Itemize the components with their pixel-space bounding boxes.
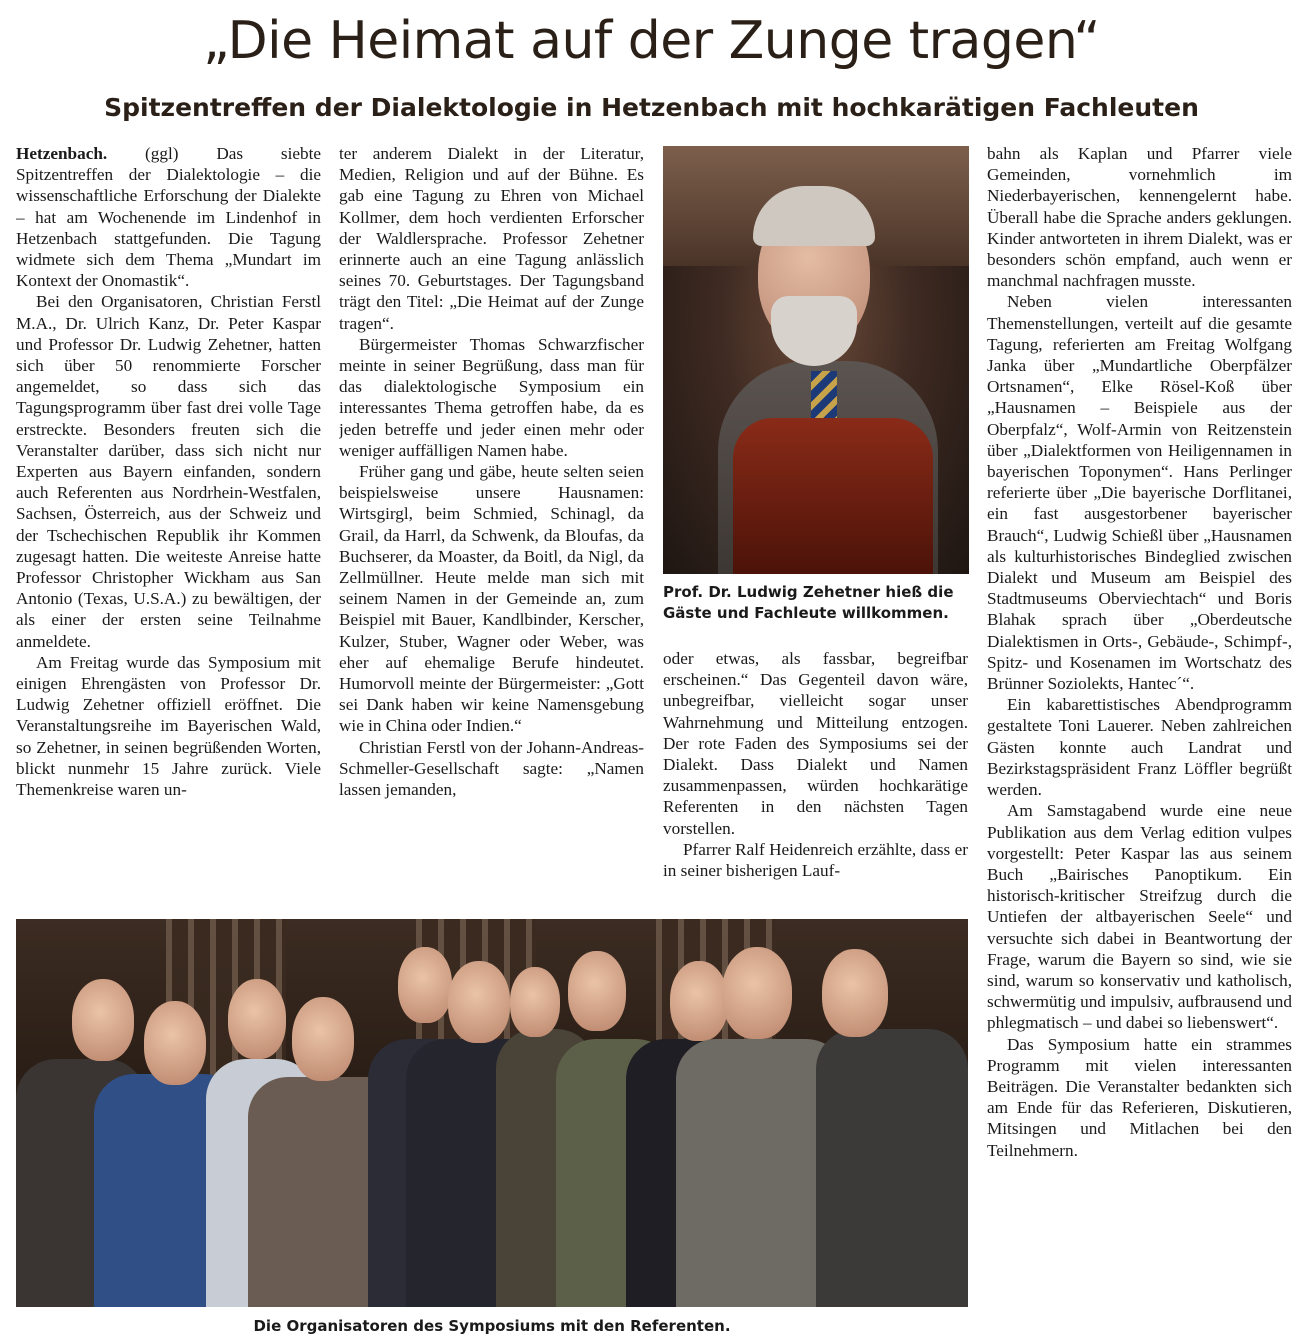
article-paragraph: oder etwas, als fassbar, begreifbar erscheinen.“ Das Gegenteil davon wäre, unbegreifbar, vielleicht sogar unser Wahrnehmung und Mitteilung entzogen. Der rote Faden des Symposiums sei der Dialekt. Dass Dialekt und Namen zusammenpassen, würden hochkarätige Referenten in den nächsten Tagen vorstellen. <box>663 649 968 838</box>
article-paragraph: Christian Ferstl von der Johann-Andreas-Schmeller-Gesellschaft sagte: „Namen lassen jemanden, <box>339 737 644 800</box>
article-paragraph: Am Samstagabend wurde eine neue Publikation aus dem Verlag edition vulpes vorgestellt: Peter Kaspar las aus seinem Buch „Bairisches Panoptikum. Ein historisch-kritischer Streifzug durch die Untiefen der altbayerischen Seele“ und versuchte sich dabei in Beantwortung der Frage, warum die Bayern so sind, wie sie sind, warum so konservativ und katholisch, schwermütig und impulsiv, aufbrausend und phlegmatisch – und dabei so liebenswert“. <box>987 801 1292 1033</box>
article-paragraph: Neben vielen interessanten Themenstellungen, verteilt auf die gesamte Tagung, referierten am Freitag Wolfgang Janka über „Mundartliche Oberpfälzer Ortsnamen“, Elke Rösel-Koß über „Hausnamen – Beispiele aus der Oberpfalz“, Wolf-Armin von Reitzenstein über „Dialektformen von Heiligennamen in bayerischen Toponymen“. Hans Perlinger referierte über „Die bayerische Dorflitanei, ein fast ausgestorbener bayerischer Brauch“, Ludwig Schießl über „Hausnamen als kulturhistorisches Bindeglied zwischen Dialekt und Museum am Beispiel des Stadtmuseums Oberviechtach“ und Boris Blahak sprach über „Oberdeutsche Dialektismen in Orts-, Gebäude-, Schimpf-, Spitz- und Kosenamen im Wortschatz des Brünner Soziolekts, Hantec´“. <box>987 292 1292 694</box>
lectern <box>733 418 933 574</box>
article-column-4 <box>987 143 1292 1343</box>
article-paragraph: Das Symposium hatte ein strammes Programm mit vielen interessanten Beiträgen. Die Veranstalter bedankten sich am Ende für das Referieren, Diskutieren, Mitsingen und Mitlachen bei den Teilnehmern. <box>987 1034 1292 1160</box>
article-paragraph: Ein kabarettistisches Abendprogramm gestaltete Toni Lauerer. Neben zahlreichen Gästen konnte auch Landrat und Bezirkstagspräsident Franz Löffler begrüßt werden. <box>987 695 1292 800</box>
speaker-beard <box>771 296 857 366</box>
article-paragraph: Bei den Organisatoren, Christian Ferstl M.A., Dr. Ulrich Kanz, Dr. Peter Kaspar und Professor Dr. Ludwig Zehetner, hatten sich über 50 renommierte Forscher angemeldet, so dass sich das Tagungsprogramm über fast drei volle Tage erstreckte. Besonders freuten sich die Veranstalter darüber, dass sich nicht nur Experten aus Bayern einfanden, sondern auch Referenten aus Nordrhein-Westfalen, Sachsen, Österreich, aus der Schweiz und der Tschechischen Republik ihr Kommen zugesagt hatten. Die weiteste Anreise hatte Professor Christopher Wickham aus San Antonio (Texas, U.S.A.) zu bewältigen, der als einer der ersten seine Teilnahme anmeldete. <box>16 292 321 651</box>
speaker-photo-caption: Prof. Dr. Ludwig Zehetner hieß die Gäste und Fachleute willkommen. <box>663 583 954 622</box>
article-paragraph: Pfarrer Ralf Heidenreich erzählte, dass er in seiner bisherigen Lauf- <box>663 839 968 881</box>
speaker-photo <box>663 146 969 574</box>
article-paragraph <box>16 143 321 291</box>
headline: „Die Heimat auf der Zunge tragen“ <box>203 11 1100 71</box>
article-paragraph: Am Freitag wurde das Symposium mit einigen Ehrengästen von Professor Dr. Ludwig Zehetner offiziell eröffnet. Die Veranstaltungsreihe im Bayerischen Wald, so Zehetner, in seinen begrüßenden Worten, blickt nunmehr 15 Jahre zurück. Viele Themenkreise waren un- <box>16 652 321 800</box>
article-paragraph: bahn als Kaplan und Pfarrer viele Gemeinden, vornehmlich im Niederbayerischen, kennengelernt habe. Überall habe die Sprache anders geklungen. Kinder antworteten in ihrem Dialekt, was er besonders schön empfand, auch wenn er manchmal nachfragen musste. <box>987 144 1292 291</box>
article-column-3 <box>663 648 968 898</box>
paragraph-text: (ggl) Das siebte Spitzentreffen der Dialektologie – die wissenschaftliche Erforschung der Dialekte – hat am Wochenende im Lindenhof in Hetzenbach stattgefunden. Die Tagung widmete sich dem Thema „Mundart im Kontext der Onomastik“. <box>16 144 321 291</box>
dateline: Hetzenbach. <box>16 144 108 163</box>
article-paragraph: Früher gang und gäbe, heute selten seien beispielsweise unsere Hausnamen: Wirtsgirgl, beim Schmied, Schinagl, da Grail, da Harrl, da Schwenk, da Bloufas, da Buchserer, da Moaster, da Boitl, da Nigl, da Zellmüllner. Heute melde man sich mit seinem Namen in der Gemeinde an, zum Beispiel mit Bauer, Kandlbinder, Kerscher, Kulzer, Stuber, Wagner oder Weber, was eher auf ehemalige Berufe hindeutet. Humorvoll meinte der Bürgermeister: „Gott sei Dank haben wir keine Namensgebung wie in China oder Indien.“ <box>339 462 644 736</box>
article-column-2 <box>339 143 644 898</box>
article-paragraph: ter anderem Dialekt in der Literatur, Medien, Religion und auf der Bühne. Es gab eine Tagung zu Ehren von Michael Kollmer, dem hoch verdienten Erforscher der Waldlersprache. Professor Zehetner erinnerte auch an eine Tagung anlässlich seines 70. Geburtstages. Der Tagungsband trägt den Titel: „Die Heimat auf der Zunge tragen“. <box>339 144 644 333</box>
article-column-1 <box>16 143 321 898</box>
article-paragraph: Bürgermeister Thomas Schwarzfischer meinte in seiner Begrüßung, dass man für das dialektologische Symposium ein interessantes Thema getroffen habe, da es jeden betreffe und jeder einen mehr oder weniger auffälligen Namen habe. <box>339 334 644 460</box>
group-photo-caption: Die Organisatoren des Symposiums mit den Referenten. <box>253 1317 731 1335</box>
subheadline: Spitzentreffen der Dialektologie in Hetzenbach mit hochkarätigen Fachleuten <box>104 93 1199 122</box>
group-photo <box>16 919 968 1307</box>
